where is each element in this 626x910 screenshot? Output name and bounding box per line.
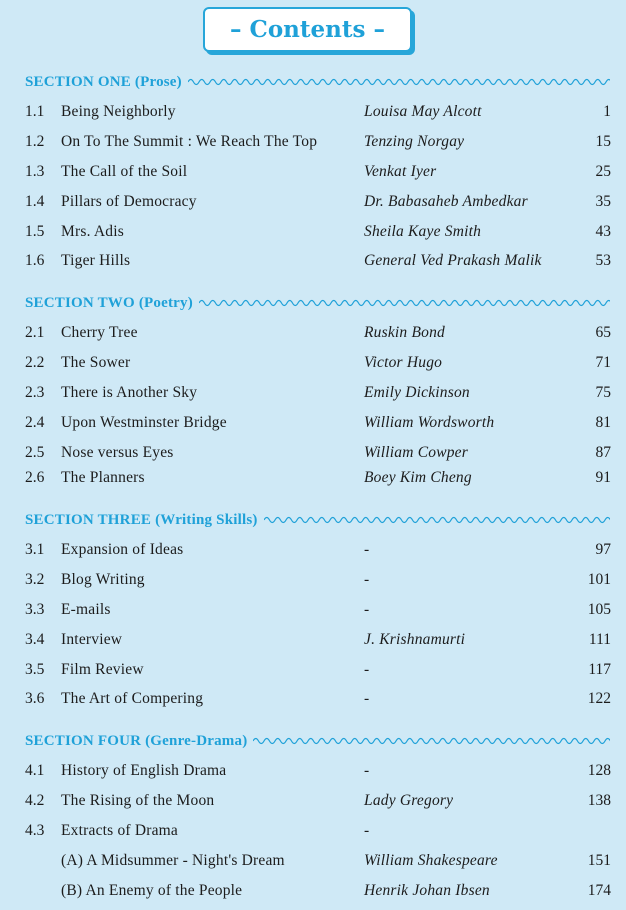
item-number: 1.5 (25, 223, 45, 240)
toc-row[interactable] (0, 661, 626, 683)
item-title: Blog Writing (61, 571, 145, 588)
toc-row[interactable] (0, 414, 626, 436)
item-author: Victor Hugo (364, 354, 443, 371)
item-author: Boey Kim Cheng (364, 469, 472, 486)
item-page: 128 (587, 762, 611, 779)
item-title: The Call of the Soil (61, 163, 188, 180)
item-author: - (364, 822, 370, 839)
item-page: 105 (587, 601, 611, 618)
item-page: 91 (595, 469, 611, 486)
item-number: 3.1 (25, 541, 45, 558)
wavy-rule-decoration (253, 735, 610, 747)
item-number: 1.4 (25, 193, 45, 210)
section-heading-three (25, 510, 610, 530)
item-page: 138 (587, 792, 611, 809)
item-number: 2.6 (25, 469, 45, 486)
item-author: Dr. Babasaheb Ambedkar (364, 193, 528, 210)
toc-row[interactable] (0, 193, 626, 215)
item-number: 3.6 (25, 690, 45, 707)
item-page: 1 (603, 103, 611, 120)
item-page: 174 (587, 882, 611, 899)
contents-title-box (203, 7, 412, 52)
item-number: 2.2 (25, 354, 45, 371)
item-number: 3.3 (25, 601, 45, 618)
item-title: Interview (61, 631, 123, 648)
toc-row[interactable] (0, 822, 626, 844)
item-number: 2.4 (25, 414, 45, 431)
item-title: Tiger Hills (61, 252, 131, 269)
item-title: Nose versus Eyes (61, 444, 174, 461)
wavy-rule-decoration (199, 297, 610, 309)
item-number: 1.6 (25, 252, 45, 269)
toc-row[interactable] (0, 252, 626, 274)
item-author: William Cowper (364, 444, 468, 461)
item-number: 1.3 (25, 163, 45, 180)
wavy-rule-decoration (264, 514, 610, 526)
item-title: Expansion of Ideas (61, 541, 184, 558)
item-page: 111 (588, 631, 611, 648)
item-title: Cherry Tree (61, 324, 138, 341)
item-author: - (364, 541, 370, 558)
toc-row[interactable] (0, 852, 626, 874)
section-heading-label: SECTION FOUR (Genre-Drama) (25, 732, 248, 749)
toc-row[interactable] (0, 223, 626, 245)
item-number: 2.3 (25, 384, 45, 401)
section-heading-label: SECTION ONE (Prose) (25, 73, 182, 90)
item-number: 4.1 (25, 762, 45, 779)
item-page: 122 (587, 690, 611, 707)
item-author: William Shakespeare (364, 852, 498, 869)
item-page: 151 (587, 852, 611, 869)
item-page: 101 (587, 571, 611, 588)
toc-row[interactable] (0, 324, 626, 346)
item-author: - (364, 601, 370, 618)
item-author: - (364, 690, 370, 707)
toc-row[interactable] (0, 762, 626, 784)
item-title: History of English Drama (61, 762, 227, 779)
item-author: Sheila Kaye Smith (364, 223, 482, 240)
toc-row[interactable] (0, 444, 626, 466)
wavy-rule-decoration (188, 76, 610, 88)
item-title: The Sower (61, 354, 131, 371)
item-page: 97 (595, 541, 611, 558)
toc-row[interactable] (0, 103, 626, 125)
item-title: Film Review (61, 661, 144, 678)
toc-row[interactable] (0, 690, 626, 712)
item-author: J. Krishnamurti (364, 631, 466, 648)
item-title: (A) A Midsummer - Night's Dream (61, 852, 285, 869)
toc-row[interactable] (0, 882, 626, 904)
toc-row[interactable] (0, 354, 626, 376)
item-author: General Ved Prakash Malik (364, 252, 542, 269)
page-title: – Contents – (230, 16, 385, 43)
item-author: - (364, 571, 370, 588)
item-page: 75 (595, 384, 611, 401)
toc-row[interactable] (0, 631, 626, 653)
item-page: 43 (595, 223, 611, 240)
item-page: 81 (595, 414, 611, 431)
item-title: E-mails (61, 601, 111, 618)
item-page: 65 (595, 324, 611, 341)
item-title: (B) An Enemy of the People (61, 882, 243, 899)
item-author: Tenzing Norgay (364, 133, 465, 150)
item-title: There is Another Sky (61, 384, 198, 401)
item-number: 3.2 (25, 571, 45, 588)
item-author: Ruskin Bond (364, 324, 445, 341)
item-number: 1.1 (25, 103, 45, 120)
item-title: The Rising of the Moon (61, 792, 215, 809)
item-number: 4.2 (25, 792, 45, 809)
item-author: Louisa May Alcott (364, 103, 482, 120)
item-author: Henrik Johan Ibsen (364, 882, 490, 899)
item-number: 2.1 (25, 324, 45, 341)
item-author: - (364, 661, 370, 678)
item-number: 2.5 (25, 444, 45, 461)
section-heading-one (25, 72, 610, 92)
item-title: Pillars of Democracy (61, 193, 197, 210)
item-title: Mrs. Adis (61, 223, 124, 240)
item-page: 25 (595, 163, 611, 180)
item-number: 3.5 (25, 661, 45, 678)
item-author: Emily Dickinson (364, 384, 470, 401)
item-title: The Planners (61, 469, 145, 486)
item-page: 53 (595, 252, 611, 269)
item-title: The Art of Compering (61, 690, 204, 707)
toc-row[interactable] (0, 541, 626, 563)
toc-row[interactable] (0, 133, 626, 155)
toc-row[interactable] (0, 469, 626, 491)
item-title: Being Neighborly (61, 103, 176, 120)
toc-row[interactable] (0, 792, 626, 814)
item-title: On To The Summit : We Reach The Top (61, 133, 318, 150)
item-page: 117 (588, 661, 611, 678)
item-page: 71 (595, 354, 611, 371)
section-heading-label: SECTION TWO (Poetry) (25, 294, 193, 311)
item-title: Extracts of Drama (61, 822, 179, 839)
item-author: William Wordsworth (364, 414, 495, 431)
item-number: 1.2 (25, 133, 45, 150)
item-page: 35 (595, 193, 611, 210)
section-heading-label: SECTION THREE (Writing Skills) (25, 511, 258, 528)
item-author: Venkat Iyer (364, 163, 437, 180)
toc-row[interactable] (0, 601, 626, 623)
item-title: Upon Westminster Bridge (61, 414, 227, 431)
item-author: Lady Gregory (364, 792, 454, 809)
item-author: - (364, 762, 370, 779)
item-page: 15 (595, 133, 611, 150)
toc-row[interactable] (0, 384, 626, 406)
toc-row[interactable] (0, 163, 626, 185)
section-heading-four (25, 731, 610, 751)
section-heading-two (25, 293, 610, 313)
item-number: 4.3 (25, 822, 45, 839)
toc-row[interactable] (0, 571, 626, 593)
item-page: 87 (595, 444, 611, 461)
item-number: 3.4 (25, 631, 45, 648)
